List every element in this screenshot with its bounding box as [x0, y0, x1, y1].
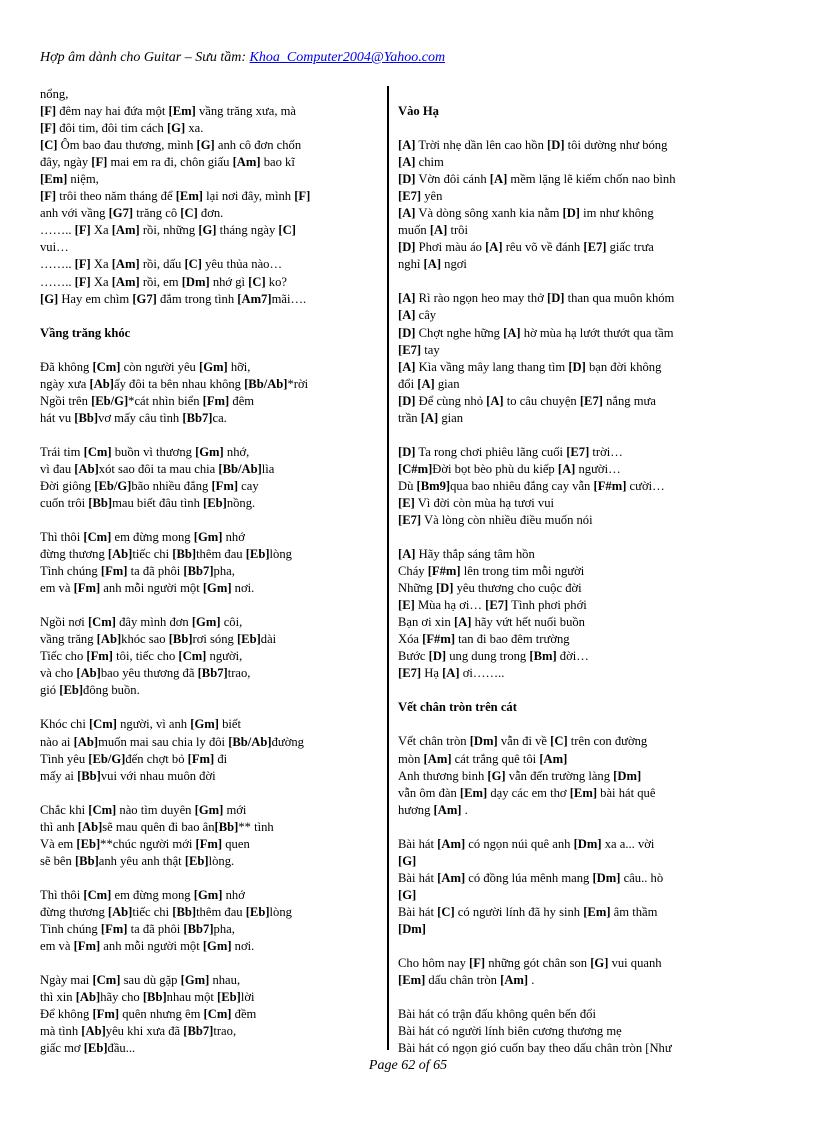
chord-label: [F#m]	[422, 632, 456, 647]
chord-label: [C#m]	[398, 461, 433, 476]
blank-line	[398, 86, 770, 103]
chord-label: [Em]	[459, 785, 488, 800]
chord-label: [Eb]	[236, 632, 261, 647]
chord-label: [Bb]	[74, 410, 99, 425]
chord-label: [Cm]	[92, 973, 121, 988]
lyric-line: vầng trăng [Ab]khóc sao [Bb]rơi sóng [Eb]dài	[40, 632, 277, 647]
lyric-line: Bài hát có trận đấu không quên bến đổi	[398, 1007, 596, 1022]
chord-label: [E7]	[398, 342, 422, 357]
page-footer: Page 62 of 65	[368, 1058, 448, 1073]
lyric-line: Tình chúng [Fm] ta đã phôi [Bb7]pha,	[40, 564, 235, 579]
chord-label: [A]	[417, 376, 435, 391]
blank-line	[40, 699, 380, 716]
chord-label: [Eb/G]	[91, 393, 129, 408]
chord-label: [Fm]	[86, 649, 113, 664]
chord-label: [Gm]	[195, 444, 224, 459]
lyric-line: trần [A] gian	[398, 410, 464, 425]
chord-label: [Bb]	[74, 853, 99, 868]
chord-label: [Gm]	[202, 581, 232, 596]
chord-label: [E7]	[579, 393, 603, 408]
chord-label: [Bb]	[172, 904, 197, 919]
lyric-line: vui…	[40, 240, 69, 255]
blank-line	[398, 427, 770, 444]
chord-label: [Fm]	[100, 921, 128, 936]
chord-label: [Em]	[398, 973, 426, 988]
chord-label: [A]	[420, 410, 439, 425]
chord-label: [Dm]	[592, 870, 621, 885]
chord-label: [Em]	[40, 172, 68, 187]
chord-label: [G]	[196, 138, 215, 153]
lyric-line: [D] Để cùng nhỏ [A] to câu chuyện [E7] nắng mưa	[398, 393, 656, 408]
chord-label: [Cm]	[83, 530, 112, 545]
song-title: Vết chân tròn trên cát	[398, 700, 517, 715]
chord-label: [Ab]	[76, 666, 101, 681]
chord-label: [D]	[568, 359, 586, 374]
lyric-line: em và [Fm] anh mỗi người một [Gm] nơi.	[40, 938, 255, 953]
chord-label: [C]	[184, 257, 202, 272]
lyric-line: Ngồi nơi [Cm] đây mình đơn [Gm] côi,	[40, 615, 243, 630]
chord-label: [Am]	[437, 870, 466, 885]
blank-line	[40, 427, 380, 444]
lyric-line: …….. [F] Xa [Am] rồi, dấu [C] yêu thủa nào…	[40, 257, 283, 272]
chord-label: [A]	[503, 325, 521, 340]
lyric-line: Vết chân tròn [Dm] vẫn đi về [C] trên con đường	[398, 734, 648, 749]
chord-label: [Gm]	[191, 615, 221, 630]
lyric-line: Bài hát có người lính biên cương thương mẹ	[398, 1024, 622, 1039]
chord-label: [Ab]	[96, 632, 122, 647]
chord-label: [Em]	[569, 785, 598, 800]
lyric-line: [A] Kìa vầng mây lang thang tìm [D] bạn đời không	[398, 359, 662, 374]
chord-label: [Am7]	[237, 291, 272, 306]
lyric-line: Chắc khi [Cm] nào tìm duyên [Gm] mới	[40, 802, 247, 817]
chord-label: [Bb]	[214, 819, 239, 834]
chord-label: [Eb]	[76, 836, 101, 851]
chord-label: [A]	[398, 138, 416, 153]
chord-label: [Fm]	[100, 564, 128, 579]
chord-label: [Ab]	[107, 904, 133, 919]
chord-label: [Gm]	[180, 973, 210, 988]
chord-label: [G]	[40, 291, 59, 306]
lyric-line: nổng,	[40, 87, 69, 101]
chord-label: [A]	[485, 240, 503, 255]
chord-label: [Fm]	[73, 581, 101, 596]
blank-line	[398, 989, 770, 1006]
chord-label: [G]	[398, 887, 417, 902]
lyric-line: mấy ai [Bb]vui với nhau muôn đời	[40, 768, 216, 783]
lyric-line: [A] Và dòng sông xanh kia nằm [D] im như không	[398, 206, 654, 221]
lyric-line: Tình yêu [Eb/G]đến chợt bỏ [Fm] đi	[40, 751, 228, 766]
lyric-line: Bước [D] ung dung trong [Bm] đời…	[398, 649, 589, 664]
chord-label: [Dm]	[573, 836, 602, 851]
chord-label: [G]	[198, 223, 217, 238]
lyric-line	[398, 921, 770, 938]
lyric-line: gió [Eb]đông buồn.	[40, 683, 140, 698]
song-title: Vào Hạ	[398, 104, 439, 118]
lyric-line: Và em [Eb]**chúc người mới [Fm] quen	[40, 836, 250, 851]
blank-line	[398, 273, 770, 290]
chord-label: [D]	[398, 325, 416, 340]
lyric-line: Tiếc cho [Fm] tôi, tiếc cho [Cm] người,	[40, 649, 243, 664]
lyric-line: [E7] Hạ [A] ơi……..	[398, 666, 505, 681]
chord-label: [Ab]	[81, 1024, 106, 1039]
lyric-line: [C] Ôm bao đau thương, mình [G] anh cô đơn chốn	[40, 138, 302, 153]
chord-label: [Am]	[437, 836, 466, 851]
chord-label: [Bb7]	[183, 1024, 214, 1039]
chord-label: [Bb]	[88, 495, 113, 510]
chord-label: [E7]	[398, 189, 422, 204]
lyric-line: [A] cây	[398, 308, 437, 323]
lyric-line: Thì thôi [Cm] em đừng mong [Gm] nhớ	[40, 530, 245, 545]
chord-label: [Bb/Ab]	[228, 734, 272, 749]
blank-line	[40, 342, 380, 359]
chord-label: [Bb/Ab]	[244, 376, 288, 391]
lyric-line: [D] Vờn đôi cánh [A] mềm lặng lẽ kiếm chốn nao bình	[398, 172, 676, 187]
chord-label: [Dm]	[181, 274, 210, 289]
lyric-line: [G] Hay em chìm [G7] đắm trong tình [Am7]mãi….	[40, 291, 307, 306]
chord-label: [Eb]	[245, 904, 270, 919]
chord-label: [E7]	[398, 666, 422, 681]
lyric-line: [D] Phơi màu áo [A] rêu võ về đánh [E7] giấc trưa	[398, 240, 654, 255]
lyric-line: nghỉ [A] ngơi	[398, 257, 467, 272]
chord-label: [G]	[166, 121, 186, 136]
chord-label: [Eb/G]	[94, 478, 132, 493]
lyric-line: Trái tim [Cm] buồn vì thương [Gm] nhớ,	[40, 444, 250, 459]
chord-label: [Cm]	[83, 887, 112, 902]
chord-label: [Em]	[583, 904, 611, 919]
lyric-line: [A] chim	[398, 155, 444, 170]
chord-label: [Am]	[423, 751, 452, 766]
lyric-line: thì anh [Ab]sẽ mau quên đi bao ân[Bb]** tình	[40, 819, 274, 834]
chord-label: [Eb]	[184, 853, 209, 868]
lyric-line: [E7] tay	[398, 342, 440, 357]
lyric-line: mòn [Am] cát trắng quê tôi [Am]	[398, 751, 568, 766]
lyric-line: Bạn ơi xin [A] hãy vứt hết nuối buồn	[398, 615, 585, 630]
chord-label: [F]	[40, 189, 57, 204]
blank-line	[398, 120, 770, 137]
chord-label: [G]	[590, 955, 609, 970]
lyric-line: anh với vầng [G7] trăng cô [C] đơn.	[40, 206, 224, 221]
chord-label: [F]	[40, 121, 57, 136]
blank-line	[398, 682, 770, 699]
chord-label: [F]	[469, 955, 486, 970]
lyric-line: vì đau [Ab]xót sao đôi ta mau chia [Bb/Ab]lìa	[40, 461, 275, 476]
lyric-line: Những [D] yêu thương cho cuộc đời	[398, 581, 582, 596]
chord-label: [A]	[398, 206, 416, 221]
chord-label: [Bb7]	[183, 564, 214, 579]
chord-label: [A]	[398, 547, 416, 562]
chord-label: [D]	[398, 444, 416, 459]
chord-label: [Bm]	[529, 649, 557, 664]
lyric-line: cuốn trôi [Bb]mau biết đâu tình [Eb]nồng.	[40, 495, 256, 510]
blank-line	[398, 716, 770, 733]
lyric-line: đừng thương [Ab]tiếc chi [Bb]thêm đau [Eb]lòng	[40, 547, 292, 562]
chord-label: [A]	[489, 172, 508, 187]
chord-label: [E7]	[583, 240, 607, 255]
lyric-line: em và [Fm] anh mỗi người một [Gm] nơi.	[40, 581, 255, 596]
blank-line	[40, 870, 380, 887]
chord-label: [D]	[398, 172, 416, 187]
chord-label: [C]	[40, 138, 58, 153]
blank-line	[398, 938, 770, 955]
lyric-line: Bài hát [Am] có ngọn núi quê anh [Dm] xa a... vời	[398, 836, 655, 851]
chord-label: [C]	[248, 274, 266, 289]
lyric-line: Bài hát có ngọn gió cuốn bay theo dấu chân tròn [Như	[398, 1041, 672, 1056]
song-title: Vầng trăng khóc	[40, 325, 131, 340]
lyric-line: đừng thương [Ab]tiếc chi [Bb]thêm đau [Eb]lòng	[40, 904, 292, 919]
chord-label: [Eb]	[59, 683, 84, 698]
lyric-line: [D] Chợt nghe hững [A] hờ mùa hạ lướt thướt qua tầm	[398, 325, 674, 340]
lyric-line: [A] Rì rào ngọn heo may thở [D] than qua muôn khóm	[398, 291, 675, 306]
chord-label: [Ab]	[75, 990, 101, 1005]
chord-label: [Cm]	[88, 717, 117, 732]
chord-label: [E7]	[566, 444, 590, 459]
chord-label: [G]	[487, 768, 506, 783]
lyric-line: đây, ngày [F] mai em ra đi, chôn giấu [Am] bao kĩ	[40, 155, 295, 170]
lyric-line: nào ai [Ab]muốn mai sau chia ly đôi [Bb/Ab]đường	[40, 734, 304, 749]
chord-label: [E7]	[398, 512, 422, 527]
lyric-line: Bài hát [Am] có đồng lúa mênh mang [Dm] câu.. hò	[398, 870, 664, 885]
lyric-line: Đã không [Cm] còn người yêu [Gm] hỡi,	[40, 359, 251, 374]
chord-label: [Fm]	[195, 836, 223, 851]
chord-label: [F]	[40, 104, 57, 119]
chord-label: [Dm]	[613, 768, 642, 783]
lyric-line: …….. [F] Xa [Am] rồi, những [G] tháng ngày [C]	[40, 223, 296, 238]
lyric-line: vẫn ôm đàn [Em] dạy các em thơ [Em] bài hát quê	[398, 785, 656, 800]
chord-label: [Eb/G]	[88, 751, 126, 766]
chord-label: [F]	[74, 223, 91, 238]
lyric-line: Ngồi trên [Eb/G]*cát nhìn biển [Fm] đêm	[40, 393, 255, 408]
lyric-line: [F] trôi theo năm tháng để [Em] lại nơi đây, mình [F]	[40, 189, 311, 204]
chord-label: [C]	[437, 904, 455, 919]
lyric-line: [D] Ta rong chơi phiêu lãng cuối [E7] trời…	[398, 444, 623, 459]
lyric-line: Thì thôi [Cm] em đừng mong [Gm] nhớ	[40, 887, 245, 902]
lyric-line: [E7] yên	[398, 189, 443, 204]
chord-label: [Em]	[168, 104, 196, 119]
lyric-line: và cho [Ab]bao yêu thương đã [Bb7]trao,	[40, 666, 251, 681]
chord-label: [Cm]	[83, 444, 112, 459]
chord-label: [F]	[91, 155, 108, 170]
chord-label: [Eb]	[203, 495, 227, 510]
chord-label: [Eb]	[217, 990, 241, 1005]
chord-label: [E]	[398, 495, 415, 510]
chord-label: [D]	[562, 206, 580, 221]
chord-label: [Fm]	[202, 393, 230, 408]
chord-label: [A]	[398, 308, 416, 323]
chord-label: [Ab]	[74, 461, 99, 476]
chord-label: [D]	[435, 581, 454, 596]
chord-label: [Cm]	[178, 649, 207, 664]
chord-label: [Am]	[111, 223, 140, 238]
lyric-line: Đời giông [Eb/G]bão nhiều đắng [Fm] cay	[40, 478, 259, 493]
chord-label: [Dm]	[398, 921, 426, 936]
chord-label: [C]	[278, 223, 296, 238]
lyric-line: mà tình [Ab]yêu khi xưa đã [Bb7]trao,	[40, 1024, 237, 1039]
chord-label: [Am]	[111, 274, 140, 289]
chord-label: [C]	[180, 206, 198, 221]
chord-label: [F#m]	[593, 478, 627, 493]
page-header	[40, 50, 445, 66]
blank-line	[40, 308, 380, 325]
lyric-line: Để không [Fm] quên nhưng êm [Cm] đềm	[40, 1007, 257, 1022]
chord-label: [Ab]	[73, 734, 99, 749]
chord-label: [Bb]	[77, 768, 101, 783]
lyric-line: [Em] dấu chân tròn [Am] .	[398, 973, 535, 988]
lyric-line: Ngày mai [Cm] sau dù gặp [Gm] nhau,	[40, 973, 241, 988]
chord-label: [E7]	[485, 598, 509, 613]
lyric-line	[398, 853, 770, 870]
chord-label: [Gm]	[194, 802, 224, 817]
chord-label: [C]	[550, 734, 568, 749]
chord-label: [Bb]	[172, 547, 197, 562]
chord-label: [Ab]	[77, 819, 103, 834]
lyric-line: sẽ bên [Bb]anh yêu anh thật [Eb]lòng.	[40, 853, 235, 868]
chord-label: [Gm]	[190, 717, 219, 732]
chord-label: [Bb/Ab]	[218, 461, 262, 476]
chord-label: [Eb]	[83, 1041, 108, 1056]
lyric-line: Xóa [F#m] tan đi bao đêm trường	[398, 632, 570, 647]
lyric-line: Dù [Bm9]qua bao nhiêu đắng cay vẫn [F#m] cười…	[398, 478, 665, 493]
lyric-line: Khóc chi [Cm] người, vì anh [Gm] biết	[40, 717, 241, 732]
chord-label: [Bb]	[168, 632, 193, 647]
chord-label: [G7]	[132, 291, 157, 306]
chord-label: [D]	[428, 649, 447, 664]
lyric-line: Tình chúng [Fm] ta đã phôi [Bb7]pha,	[40, 921, 235, 936]
chord-label: [Fm]	[92, 1007, 120, 1022]
chord-label: [G7]	[108, 206, 134, 221]
lyric-line: giấc mơ [Eb]đầu...	[40, 1041, 136, 1056]
chord-label: [A]	[453, 615, 472, 630]
blank-line	[40, 512, 380, 529]
blank-line	[398, 529, 770, 546]
lyric-line: thì xin [Ab]hãy cho [Bb]nhau một [Eb]lời	[40, 990, 255, 1005]
chord-label: [A]	[398, 155, 416, 170]
lyric-line: [E] Vì đời còn mùa hạ tươi vui	[398, 495, 554, 510]
chord-label: [G]	[398, 853, 417, 868]
lyric-line	[398, 887, 770, 904]
lyric-line: [F] đôi tim, đôi tim cách [G] xa.	[40, 121, 204, 136]
chord-label: [Ab]	[89, 376, 114, 391]
chord-label: [E]	[398, 598, 415, 613]
chord-label: [A]	[423, 257, 442, 272]
chord-label: [F]	[74, 257, 91, 272]
chord-label: [D]	[398, 240, 416, 255]
chord-label: [Fm]	[73, 938, 101, 953]
lyric-line: [A] Hãy thắp sáng tâm hồn	[398, 547, 535, 562]
chord-label: [A]	[442, 666, 460, 681]
lyric-line: …….. [F] Xa [Am] rồi, em [Dm] nhớ gì [C] ko?	[40, 274, 287, 289]
chord-label: [A]	[398, 359, 416, 374]
chord-label: [Dm]	[469, 734, 498, 749]
chord-label: [A]	[429, 223, 448, 238]
chord-label: [A]	[557, 461, 576, 476]
blank-line	[40, 785, 380, 802]
blank-line	[398, 819, 770, 836]
chord-label: [Cm]	[88, 802, 117, 817]
lyric-line: hương [Am] .	[398, 802, 468, 817]
chord-label: [Gm]	[193, 530, 223, 545]
chord-label: [Eb]	[245, 547, 270, 562]
chord-label: [F#m]	[427, 564, 461, 579]
lyric-line: hát vu [Bb]vơ mấy câu tình [Bb7]ca.	[40, 410, 227, 425]
chord-label: [Bm9]	[416, 478, 451, 493]
chord-label: [Fm]	[187, 751, 215, 766]
chord-label: [Cm]	[92, 359, 121, 374]
lyric-line: muốn [A] trôi	[398, 223, 468, 238]
lyric-line: [E7] Và lòng còn nhiều điều muốn nói	[398, 512, 593, 527]
chord-label: [Cm]	[87, 615, 116, 630]
chord-label: [Am]	[500, 973, 529, 988]
lyric-line: Cho hôm nay [F] những gót chân son [G] vui quanh	[398, 955, 662, 970]
chord-label: [D]	[398, 393, 416, 408]
right-column	[398, 86, 770, 1057]
lyric-line: [C#m]Đời bọt bèo phù du kiếp [A] người…	[398, 461, 621, 476]
chord-label: [F]	[294, 189, 311, 204]
lyric-line: [E] Mùa hạ ơi… [E7] Tình phơi phới	[398, 598, 587, 613]
column-divider	[387, 86, 389, 1050]
chord-label: [Am]	[539, 751, 568, 766]
chord-label: [Gm]	[193, 887, 223, 902]
lyric-line: [A] Trời nhẹ dần lên cao hồn [D] tôi dường như bóng	[398, 138, 668, 153]
chord-label: [Cm]	[203, 1007, 232, 1022]
chord-label: [A]	[486, 393, 504, 408]
lyric-line: Cháy [F#m] lên trong tim mỗi người	[398, 564, 585, 579]
chord-label: [Fm]	[211, 478, 239, 493]
chord-label: [Bb7]	[197, 666, 228, 681]
chord-label: [Gm]	[202, 938, 232, 953]
chord-label: [D]	[547, 138, 565, 153]
chord-label: [Am]	[232, 155, 261, 170]
chord-label: [Bb]	[142, 990, 167, 1005]
chord-label: [Bb7]	[183, 921, 214, 936]
lyric-line: ngày xưa [Ab]ấy đôi ta bên nhau không [Bb/Ab]*rời	[40, 376, 309, 391]
chord-label: [Ab]	[107, 547, 133, 562]
chord-label: [Gm]	[199, 359, 228, 374]
lyric-line: Bài hát [C] có người lính đã hy sinh [Em] âm thầm	[398, 904, 658, 919]
blank-line	[40, 597, 380, 614]
chord-label: [D]	[547, 291, 565, 306]
chord-label: [Am]	[433, 802, 462, 817]
chord-label: [Am]	[111, 257, 140, 272]
header-text: Hợp âm dành cho Guitar – Sưu tầm:	[40, 50, 250, 65]
lyric-line: [Em] niệm,	[40, 172, 99, 187]
chord-label: [A]	[398, 291, 416, 306]
chord-label: [Bb7]	[182, 410, 213, 425]
chord-label: [F]	[74, 274, 91, 289]
lyric-line: đổi [A] gian	[398, 376, 460, 391]
chord-label: [Em]	[175, 189, 203, 204]
lyric-line: Anh thương binh [G] vẫn đến trường làng [Dm]	[398, 768, 642, 783]
blank-line	[40, 955, 380, 972]
author-email-link[interactable]: Khoa_Computer2004@Yahoo.com	[249, 50, 446, 65]
left-column	[40, 86, 380, 1057]
lyric-line: [F] đêm nay hai đứa một [Em] vầng trăng xưa, mà	[40, 104, 297, 119]
